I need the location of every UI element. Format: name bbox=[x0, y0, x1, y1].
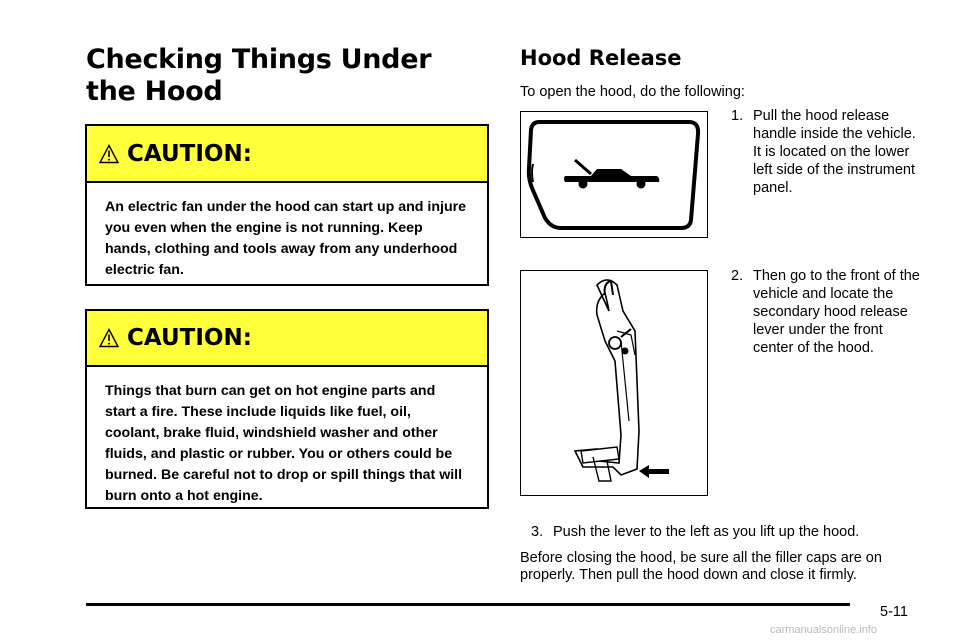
caution-banner bbox=[87, 126, 487, 183]
section-heading bbox=[86, 44, 466, 108]
closing-text: Before closing the hood, be sure all the filler caps are on properly. Then pull the hood down and close it firmly. bbox=[520, 550, 882, 583]
caution-box-fan bbox=[85, 124, 489, 286]
intro-text: To open the hood, do the following: bbox=[520, 84, 745, 100]
caution-title: CAUTION: bbox=[127, 140, 252, 167]
section-heading-line2: the Hood bbox=[86, 76, 223, 107]
page-number: 5-11 bbox=[880, 604, 908, 620]
caution-box-fire bbox=[85, 309, 489, 509]
caution-text: Things that burn can get on hot engine parts and start a fire. These include liquids like fuel, oil, coolant, brake fluid, windshield washer and other fluids, and plastic or rubber. You or others could be burned. Be careful not to drop or spill things that will burn onto a hot engine. bbox=[105, 383, 463, 504]
step-3 bbox=[531, 523, 931, 541]
section-heading-line1: Checking Things Under bbox=[86, 44, 432, 75]
warning-triangle-icon bbox=[99, 328, 119, 348]
step-text: Pull the hood release handle inside the vehicle. It is located on the lower left side of the instrument panel. bbox=[753, 108, 916, 196]
step-text: Then go to the front of the vehicle and locate the secondary hood release lever under the front center of the hood. bbox=[753, 268, 920, 356]
step-1 bbox=[731, 107, 927, 197]
watermark: carmanualsonline.info bbox=[770, 624, 878, 636]
step-number: 1. bbox=[731, 108, 744, 124]
step-number: 2. bbox=[731, 268, 744, 284]
warning-triangle-icon bbox=[99, 144, 119, 164]
hood-release-handle-illustration bbox=[520, 111, 708, 238]
hood-car-icon bbox=[564, 160, 659, 189]
caution-title: CAUTION: bbox=[127, 325, 252, 351]
footer-rule bbox=[86, 603, 850, 606]
step-text: Push the lever to the left as you lift up the hood. bbox=[553, 524, 860, 540]
step-number: 3. bbox=[531, 524, 544, 540]
caution-text: An electric fan under the hood can start up and injure you even when the engine is not running. Keep hands, clothing and tools away from any underhood electric fan. bbox=[105, 199, 467, 278]
caution-banner bbox=[87, 311, 487, 367]
left-arrow-icon bbox=[639, 465, 669, 478]
step-2 bbox=[731, 267, 927, 357]
secondary-release-lever-illustration bbox=[520, 270, 708, 496]
hood-release-heading: Hood Release bbox=[520, 46, 682, 70]
